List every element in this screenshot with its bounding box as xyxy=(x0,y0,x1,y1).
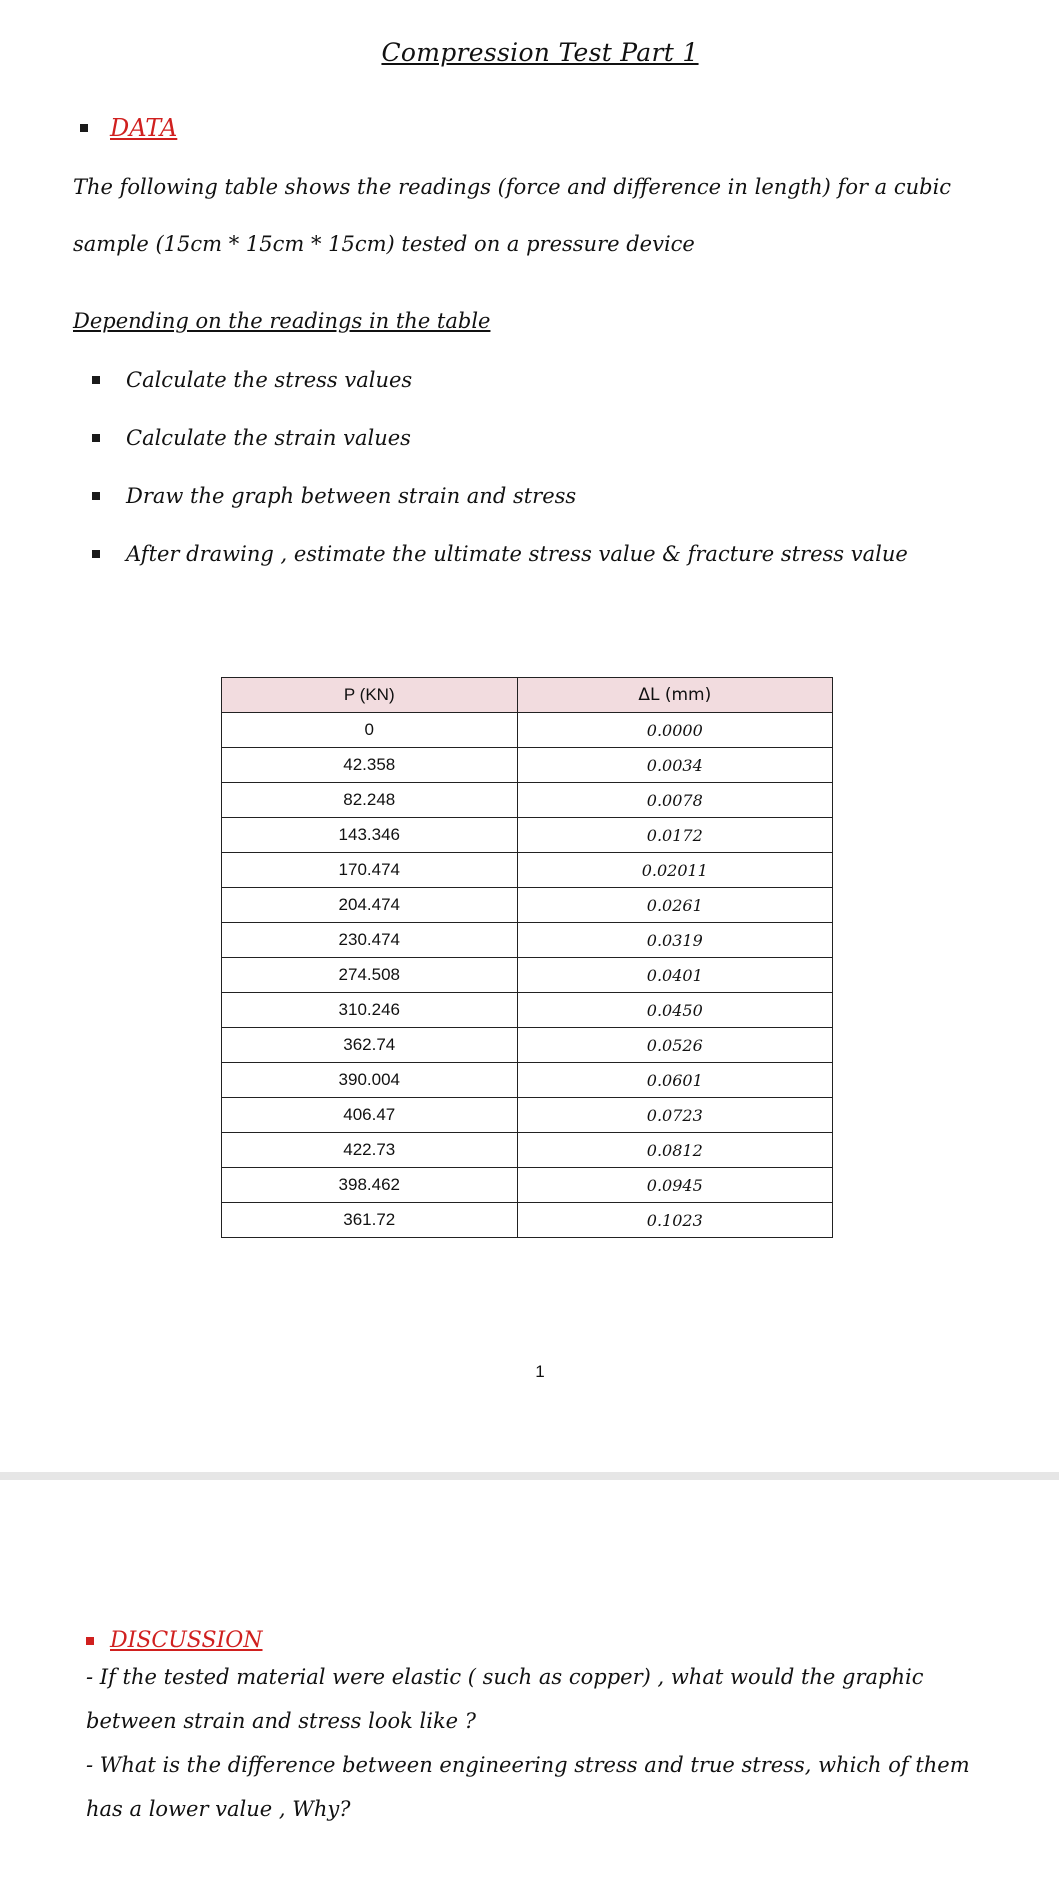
length-change-cell: 0.0526 xyxy=(517,1028,832,1063)
task-item xyxy=(92,484,576,508)
length-change-cell: 0.0450 xyxy=(517,993,832,1028)
bullet-square-icon xyxy=(92,376,100,384)
bullet-square-icon xyxy=(92,492,100,500)
length-change-cell: 0.0945 xyxy=(517,1168,832,1203)
bullet-square-icon xyxy=(92,434,100,442)
table-row xyxy=(222,993,833,1028)
task-text: After drawing , estimate the ultimate stress value & fracture stress value xyxy=(126,542,908,566)
length-change-cell: 0.02011 xyxy=(517,853,832,888)
force-cell: 390.004 xyxy=(222,1063,518,1098)
table-row xyxy=(222,1028,833,1063)
readings-table xyxy=(221,677,833,1238)
force-cell: 170.474 xyxy=(222,853,518,888)
length-change-cell: 0.1023 xyxy=(517,1203,832,1238)
task-item xyxy=(92,368,412,392)
discussion-question-1-line-2: between strain and stress look like ? xyxy=(86,1709,477,1733)
instructions-subheading: Depending on the readings in the table xyxy=(73,309,491,333)
intro-line-2: sample (15cm * 15cm * 15cm) tested on a pressure device xyxy=(73,232,695,256)
table-row xyxy=(222,1133,833,1168)
task-text: Draw the graph between strain and stress xyxy=(126,484,577,508)
table-row xyxy=(222,958,833,993)
discussion-question-1-line-1: - If the tested material were elastic ( such as copper) , what would the graphic xyxy=(86,1665,924,1689)
table-row xyxy=(222,1168,833,1203)
length-change-cell: 0.0401 xyxy=(517,958,832,993)
table-row xyxy=(222,1098,833,1133)
header-force: P (KN) xyxy=(222,678,518,713)
force-cell: 143.346 xyxy=(222,818,518,853)
task-item xyxy=(92,426,411,450)
force-cell: 362.74 xyxy=(222,1028,518,1063)
table-row xyxy=(222,1063,833,1098)
page-title: Compression Test Part 1 xyxy=(381,38,699,67)
force-cell: 274.508 xyxy=(222,958,518,993)
table-row xyxy=(222,888,833,923)
page-number: 1 xyxy=(535,1362,545,1381)
length-change-cell: 0.0812 xyxy=(517,1133,832,1168)
force-cell: 406.47 xyxy=(222,1098,518,1133)
force-cell: 0 xyxy=(222,713,518,748)
bullet-square-icon xyxy=(92,550,100,558)
length-change-cell: 0.0601 xyxy=(517,1063,832,1098)
force-cell: 204.474 xyxy=(222,888,518,923)
table-row xyxy=(222,923,833,958)
task-item xyxy=(92,542,908,566)
table-row xyxy=(222,783,833,818)
table-row xyxy=(222,713,833,748)
force-cell: 422.73 xyxy=(222,1133,518,1168)
length-change-cell: 0.0172 xyxy=(517,818,832,853)
length-change-cell: 0.0319 xyxy=(517,923,832,958)
force-cell: 42.358 xyxy=(222,748,518,783)
force-cell: 398.462 xyxy=(222,1168,518,1203)
page-divider xyxy=(0,1472,1059,1480)
bullet-square-icon xyxy=(86,1637,94,1645)
discussion-heading-label: DISCUSSION xyxy=(110,1628,263,1653)
length-change-cell: 0.0723 xyxy=(517,1098,832,1133)
discussion-question-2-line-2: has a lower value , Why? xyxy=(86,1797,351,1821)
length-change-cell: 0.0000 xyxy=(517,713,832,748)
readings-table-container xyxy=(221,677,833,1238)
table-header-row xyxy=(222,678,833,713)
bullet-square-icon xyxy=(80,124,88,132)
force-cell: 361.72 xyxy=(222,1203,518,1238)
length-change-cell: 0.0261 xyxy=(517,888,832,923)
table-row xyxy=(222,748,833,783)
discussion-section-heading xyxy=(86,1628,263,1653)
force-cell: 310.246 xyxy=(222,993,518,1028)
header-length-change: ΔL (mm) xyxy=(517,678,832,713)
table-row xyxy=(222,1203,833,1238)
document-page-2 xyxy=(0,1480,1059,1886)
table-row xyxy=(222,818,833,853)
task-text: Calculate the strain values xyxy=(126,426,411,450)
discussion-question-2-line-1: - What is the difference between engineering stress and true stress, which of them xyxy=(86,1753,970,1777)
length-change-cell: 0.0034 xyxy=(517,748,832,783)
table-row xyxy=(222,853,833,888)
length-change-cell: 0.0078 xyxy=(517,783,832,818)
data-section-heading xyxy=(80,114,177,142)
intro-line-1: The following table shows the readings (force and difference in length) for a cubic xyxy=(73,175,952,199)
data-heading-label: DATA xyxy=(110,114,178,142)
force-cell: 82.248 xyxy=(222,783,518,818)
task-text: Calculate the stress values xyxy=(126,368,413,392)
force-cell: 230.474 xyxy=(222,923,518,958)
